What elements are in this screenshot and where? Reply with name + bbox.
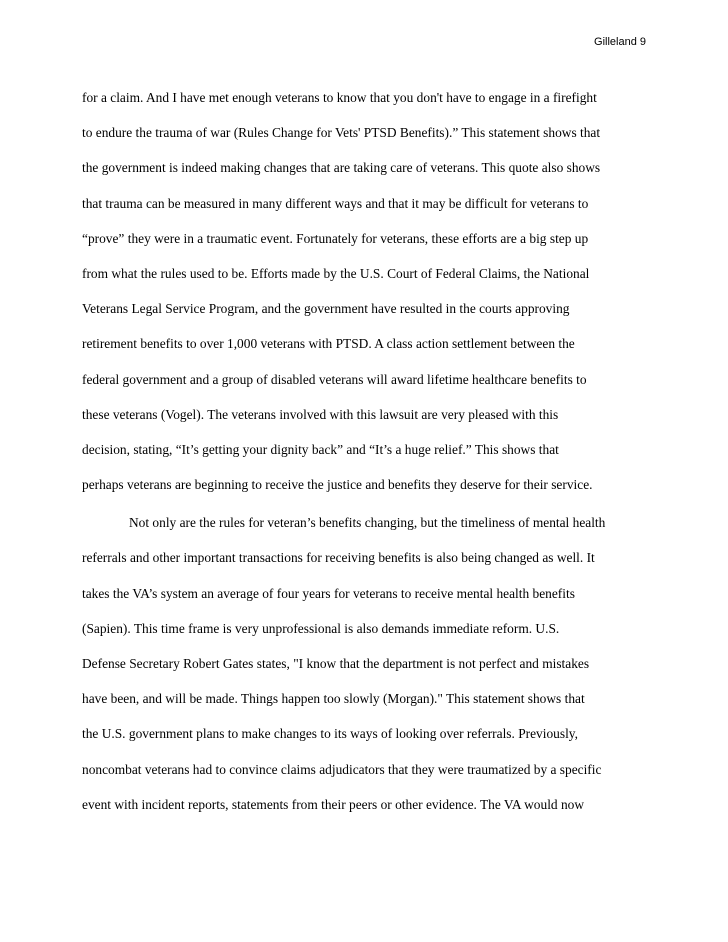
- text-line: Veterans Legal Service Program, and the government have resulted in the courts approving: [82, 301, 570, 317]
- text-line: to endure the trauma of war (Rules Change for Vets' PTSD Benefits).” This statement shows that: [82, 125, 601, 141]
- text-line: perhaps veterans are beginning to receive the justice and benefits they deserve for their service.: [82, 477, 593, 493]
- text-line: the U.S. government plans to make changes to its ways of looking over referrals. Previously,: [82, 726, 578, 742]
- text-line: that trauma can be measured in many different ways and that it may be difficult for veterans to: [82, 195, 589, 211]
- text-line: event with incident reports, statements from their peers or other evidence. The VA would now: [82, 796, 585, 812]
- running-head: Gilleland 9: [594, 36, 646, 48]
- text-line: federal government and a group of disabled veterans will award lifetime healthcare benefits to: [82, 371, 587, 387]
- text-line: (Sapien). This time frame is very unprofessional is also demands immediate reform. U.S.: [82, 620, 560, 636]
- text-line: referrals and other important transactions for receiving benefits is also being changed as well. It: [82, 550, 595, 566]
- text-line: noncombat veterans had to convince claims adjudicators that they were traumatized by a specific: [82, 761, 602, 777]
- text-line: these veterans (Vogel). The veterans involved with this lawsuit are very pleased with this: [82, 406, 559, 422]
- text-line-indented: Not only are the rules for veteran’s benefits changing, but the timeliness of mental health: [129, 515, 606, 531]
- text-line: the government is indeed making changes that are taking care of veterans. This quote also shows: [82, 160, 601, 176]
- text-line: from what the rules used to be. Efforts made by the U.S. Court of Federal Claims, the National: [82, 265, 590, 281]
- paragraph-2: [82, 515, 656, 832]
- body-text: [82, 90, 656, 832]
- text-line: takes the VA’s system an average of four years for veterans to receive mental health benefits: [82, 585, 575, 601]
- paragraph-1: [82, 90, 656, 512]
- text-line: “prove” they were in a traumatic event. Fortunately for veterans, these efforts are a big step up: [82, 230, 589, 246]
- text-line: decision, stating, “It’s getting your dignity back” and “It’s a huge relief.” This shows that: [82, 441, 559, 457]
- text-line: Defense Secretary Robert Gates states, "I know that the department is not perfect and mistakes: [82, 656, 590, 671]
- text-line: retirement benefits to over 1,000 veterans with PTSD. A class action settlement between the: [82, 336, 575, 352]
- text-line: for a claim. And I have met enough veterans to know that you don't have to engage in a firefight: [82, 90, 597, 105]
- text-line: have been, and will be made. Things happen too slowly (Morgan)." This statement shows that: [82, 691, 585, 707]
